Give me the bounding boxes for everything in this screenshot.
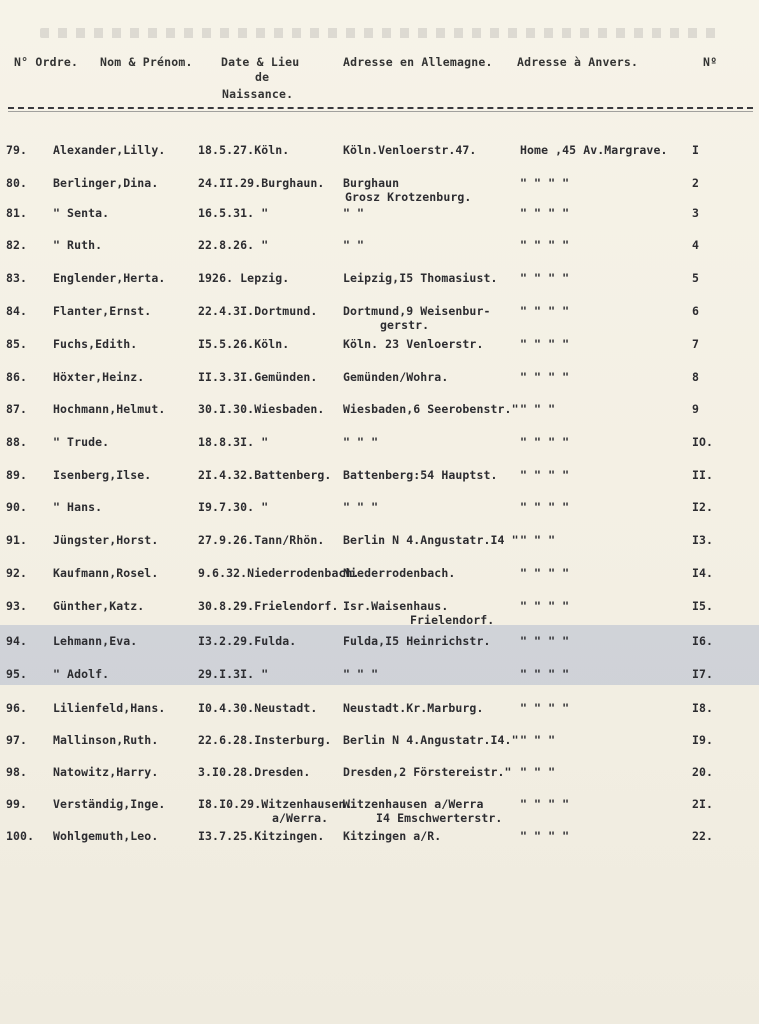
cell-ordre: 97.	[6, 733, 28, 747]
header-nom: Nom & Prénom.	[100, 55, 193, 69]
cell-ordre: 93.	[6, 599, 28, 613]
cell-nom: " Hans.	[53, 500, 103, 514]
cell-nom: Hochmann,Helmut.	[53, 402, 166, 416]
cell-adresse-allemagne-line2: gerstr.	[380, 318, 430, 332]
cell-adresse-anvers: " " " "	[520, 701, 570, 715]
cell-adresse-anvers: " " " "	[520, 500, 570, 514]
cell-adresse-anvers: " " " "	[520, 206, 570, 220]
cell-ordre: 98.	[6, 765, 28, 779]
cell-adresse-allemagne: Kitzingen a/R.	[343, 829, 442, 843]
cell-adresse-allemagne: Berlin N 4.Angustatr.I4 "	[343, 533, 519, 547]
header-naissance: Naissance.	[222, 87, 294, 101]
cell-nom: Wohlgemuth,Leo.	[53, 829, 159, 843]
cell-adresse-anvers: " " " "	[520, 337, 570, 351]
cell-adresse-allemagne: Wiesbaden,6 Seerobenstr."	[343, 402, 519, 416]
cell-nom: Jüngster,Horst.	[53, 533, 159, 547]
cell-adresse-allemagne: Witzenhausen a/Werra	[343, 797, 484, 811]
cell-adresse-allemagne: Leipzig,I5 Thomasiust.	[343, 271, 498, 285]
cell-ordre: 89.	[6, 468, 28, 482]
cell-adresse-anvers: Home ,45 Av.Margrave.	[520, 143, 668, 157]
cell-nom: Lilienfeld,Hans.	[53, 701, 166, 715]
cell-adresse-allemagne-line2: Frielendorf.	[410, 613, 495, 627]
cell-date-lieu-line2: a/Werra.	[272, 811, 329, 825]
cell-no: I6.	[692, 634, 714, 648]
cell-adresse-allemagne: Berlin N 4.Angustatr.I4."	[343, 733, 519, 747]
cell-nom: " Trude.	[53, 435, 110, 449]
cell-nom: Günther,Katz.	[53, 599, 145, 613]
cell-adresse-allemagne: Dresden,2 Förstereistr."	[343, 765, 512, 779]
cell-no: 7	[692, 337, 700, 351]
cell-adresse-allemagne: Neustadt.Kr.Marburg.	[343, 701, 484, 715]
cell-date-lieu: 1926. Lepzig.	[198, 271, 290, 285]
cell-nom: Mallinson,Ruth.	[53, 733, 159, 747]
cell-adresse-allemagne: Köln. 23 Venloerstr.	[343, 337, 484, 351]
cell-date-lieu: I3.2.29.Fulda.	[198, 634, 297, 648]
cell-date-lieu: 22.4.3I.Dortmund.	[198, 304, 318, 318]
cell-adresse-anvers: " " " "	[520, 797, 570, 811]
cell-ordre: 79.	[6, 143, 28, 157]
cell-no: 2	[692, 176, 700, 190]
cell-nom: Verständig,Inge.	[53, 797, 166, 811]
cell-no: 22.	[692, 829, 714, 843]
cell-ordre: 90.	[6, 500, 28, 514]
cell-date-lieu: 30.8.29.Frielendorf.	[198, 599, 339, 613]
cell-date-lieu: 18.5.27.Köln.	[198, 143, 290, 157]
header-ordre: N° Ordre.	[14, 55, 79, 69]
cell-ordre: 88.	[6, 435, 28, 449]
cell-date-lieu: 18.8.3I. "	[198, 435, 269, 449]
cell-date-lieu: I3.7.25.Kitzingen.	[198, 829, 325, 843]
header-date: Date & Lieu	[221, 55, 300, 69]
cell-date-lieu: I5.5.26.Köln.	[198, 337, 290, 351]
cell-adresse-anvers: " " "	[520, 733, 556, 747]
cell-ordre: 91.	[6, 533, 28, 547]
cell-no: 8	[692, 370, 700, 384]
cell-adresse-anvers: " " " "	[520, 176, 570, 190]
cell-ordre: 84.	[6, 304, 28, 318]
cell-nom: Lehmann,Eva.	[53, 634, 138, 648]
cell-date-lieu: 9.6.32.Niederrodenbach.	[198, 566, 360, 580]
cell-adresse-allemagne: " "	[343, 206, 365, 220]
cell-date-lieu: 22.8.26. "	[198, 238, 269, 252]
cell-no: 20.	[692, 765, 714, 779]
cell-adresse-allemagne: " " "	[343, 500, 379, 514]
header-date-de: de	[255, 70, 270, 84]
cell-adresse-anvers: " " " "	[520, 238, 570, 252]
cell-adresse-allemagne: " " "	[343, 667, 379, 681]
cell-adresse-anvers: " " "	[520, 533, 556, 547]
cell-date-lieu: 29.I.3I. "	[198, 667, 269, 681]
cell-date-lieu: I8.I0.29.Witzenhausen.	[198, 797, 353, 811]
cell-adresse-anvers: " " "	[520, 765, 556, 779]
cell-ordre: 92.	[6, 566, 28, 580]
cell-ordre: 100.	[6, 829, 35, 843]
cell-adresse-allemagne: Gemünden/Wohra.	[343, 370, 449, 384]
cell-adresse-anvers: " " " "	[520, 435, 570, 449]
cell-nom: " Senta.	[53, 206, 110, 220]
cell-adresse-anvers: " " " "	[520, 829, 570, 843]
cell-no: 6	[692, 304, 700, 318]
cell-adresse-allemagne-line2: I4 Emschwerterstr.	[376, 811, 503, 825]
cell-ordre: 86.	[6, 370, 28, 384]
header-divider-underline	[8, 111, 753, 112]
cell-date-lieu: II.3.3I.Gemünden.	[198, 370, 318, 384]
cell-no: II.	[692, 468, 714, 482]
cell-nom: Isenberg,Ilse.	[53, 468, 152, 482]
cell-ordre: 82.	[6, 238, 28, 252]
cell-nom: Berlinger,Dina.	[53, 176, 159, 190]
cell-nom: Englender,Herta.	[53, 271, 166, 285]
cell-adresse-allemagne: Fulda,I5 Heinrichstr.	[343, 634, 491, 648]
cell-ordre: 95.	[6, 667, 28, 681]
cell-adresse-anvers: " " " "	[520, 304, 570, 318]
cell-nom: Alexander,Lilly.	[53, 143, 166, 157]
cell-nom: Natowitz,Harry.	[53, 765, 159, 779]
cell-nom: " Ruth.	[53, 238, 103, 252]
cell-adresse-allemagne: Köln.Venloerstr.47.	[343, 143, 477, 157]
cell-adresse-anvers: " " " "	[520, 667, 570, 681]
header-adresse-anvers: Adresse à Anvers.	[517, 55, 639, 69]
cell-date-lieu: 3.I0.28.Dresden.	[198, 765, 311, 779]
cell-adresse-allemagne: Isr.Waisenhaus.	[343, 599, 449, 613]
cell-no: 5	[692, 271, 700, 285]
cell-ordre: 81.	[6, 206, 28, 220]
header-adresse-allemagne: Adresse en Allemagne.	[343, 55, 493, 69]
cell-date-lieu: 16.5.31. "	[198, 206, 269, 220]
cell-adresse-anvers: " " " "	[520, 599, 570, 613]
cell-adresse-anvers: " " " "	[520, 634, 570, 648]
cell-nom: Kaufmann,Rosel.	[53, 566, 159, 580]
cell-no: 3	[692, 206, 700, 220]
cell-date-lieu: 24.II.29.Burghaun.	[198, 176, 325, 190]
cell-nom: " Adolf.	[53, 667, 110, 681]
cell-adresse-allemagne: " " "	[343, 435, 379, 449]
cell-nom: Fuchs,Edith.	[53, 337, 138, 351]
cell-ordre: 80.	[6, 176, 28, 190]
cell-date-lieu: I9.7.30. "	[198, 500, 269, 514]
cell-nom: Höxter,Heinz.	[53, 370, 145, 384]
header-divider	[8, 107, 753, 109]
cell-ordre: 87.	[6, 402, 28, 416]
cell-no: I2.	[692, 500, 714, 514]
cell-no: I8.	[692, 701, 714, 715]
cell-date-lieu: 2I.4.32.Battenberg.	[198, 468, 332, 482]
cell-no: I5.	[692, 599, 714, 613]
cell-no: IO.	[692, 435, 714, 449]
cell-no: 4	[692, 238, 700, 252]
cell-adresse-anvers: " " " "	[520, 271, 570, 285]
cell-no: 9	[692, 402, 700, 416]
cell-adresse-allemagne: Burghaun	[343, 176, 400, 190]
cell-ordre: 96.	[6, 701, 28, 715]
cell-date-lieu: 22.6.28.Insterburg.	[198, 733, 332, 747]
cell-nom: Flanter,Ernst.	[53, 304, 152, 318]
cell-date-lieu: 30.I.30.Wiesbaden.	[198, 402, 325, 416]
cell-no: I7.	[692, 667, 714, 681]
cell-no: 2I.	[692, 797, 714, 811]
cell-date-lieu: I0.4.30.Neustadt.	[198, 701, 318, 715]
cell-adresse-anvers: " " " "	[520, 566, 570, 580]
cell-adresse-allemagne-line2: Grosz Krotzenburg.	[345, 190, 472, 204]
cell-no: I	[692, 143, 700, 157]
cell-ordre: 83.	[6, 271, 28, 285]
cell-ordre: 85.	[6, 337, 28, 351]
header-no: Nº	[703, 55, 718, 69]
cell-no: I3.	[692, 533, 714, 547]
cell-no: I9.	[692, 733, 714, 747]
cell-ordre: 99.	[6, 797, 28, 811]
cell-adresse-allemagne: Dortmund,9 Weisenbur-	[343, 304, 491, 318]
cell-adresse-allemagne: Battenberg:54 Hauptst.	[343, 468, 498, 482]
cell-adresse-anvers: " " " "	[520, 370, 570, 384]
cell-adresse-anvers: " " " "	[520, 468, 570, 482]
faded-typed-header	[40, 28, 720, 38]
cell-adresse-anvers: " " "	[520, 402, 556, 416]
cell-adresse-allemagne: Niederrodenbach.	[343, 566, 456, 580]
cell-ordre: 94.	[6, 634, 28, 648]
cell-date-lieu: 27.9.26.Tann/Rhön.	[198, 533, 325, 547]
cell-adresse-allemagne: " "	[343, 238, 365, 252]
cell-no: I4.	[692, 566, 714, 580]
